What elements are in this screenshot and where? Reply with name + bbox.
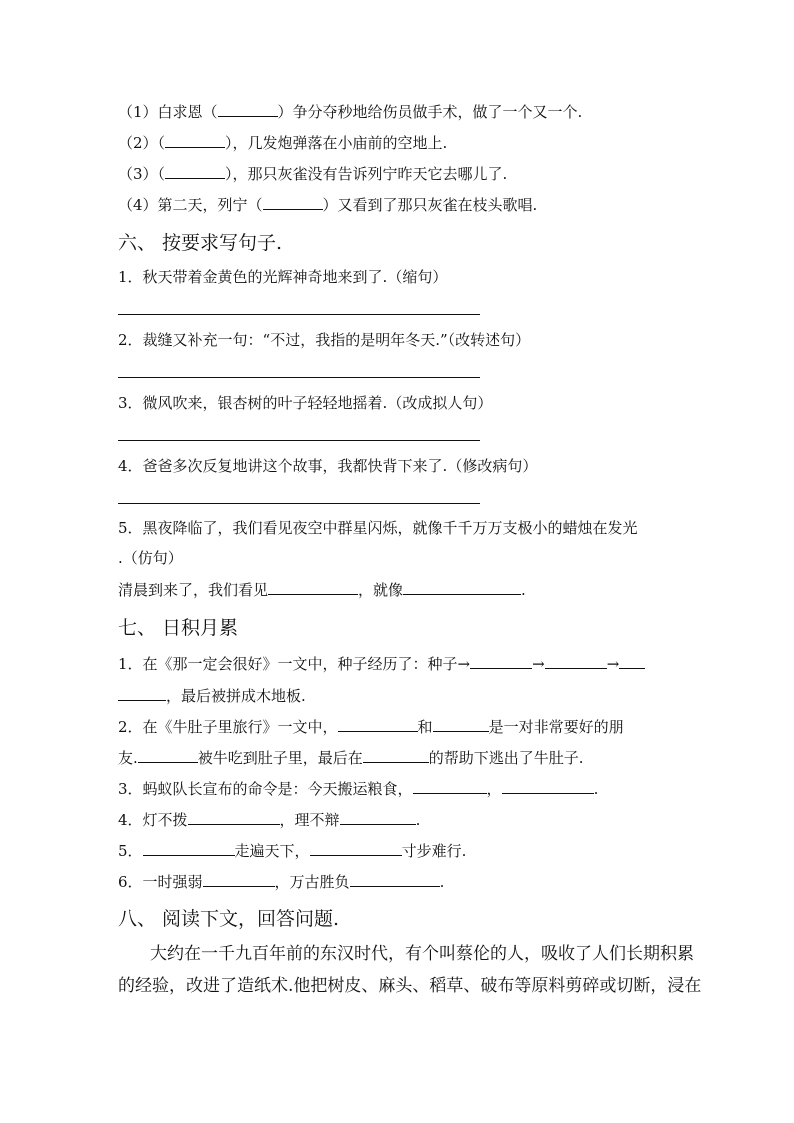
s5-question-4: （4）第二天，列宁（ ）又看到了那只灰雀在枝头歌唱. xyxy=(118,196,538,214)
s7-question-6: 6．一时强弱 ，万古胜负 . xyxy=(118,873,445,891)
answer-blank[interactable] xyxy=(403,579,521,595)
answer-blank[interactable] xyxy=(502,778,594,794)
s6-question-2: 2．裁缝又补充一句：“不过，我指的是明年冬天.”（改转述句） xyxy=(118,331,531,349)
s6-question-1: 1．秋天带着金黄色的光辉神奇地来到了.（缩句） xyxy=(118,268,448,286)
s6-question-3: 3．微风吹来，银杏树的叶子轻轻地摇着.（改成拟人句） xyxy=(118,394,493,412)
answer-blank[interactable] xyxy=(188,809,280,825)
section-8-title: 八、 阅读下文，回答问题. xyxy=(118,908,340,930)
answer-blank[interactable] xyxy=(165,163,225,179)
answer-blank[interactable] xyxy=(118,685,166,701)
answer-blank[interactable] xyxy=(433,716,489,732)
s7-question-2: 2．在《牛肚子里旅行》一文中， 和 是一对非常要好的朋 xyxy=(118,718,624,736)
s5-question-3: （3）（ ），那只灰雀没有告诉列宁昨天它去哪儿了. xyxy=(118,165,508,183)
answer-blank[interactable] xyxy=(263,194,323,210)
answer-line[interactable] xyxy=(118,503,480,504)
s5-question-1: （1）白求恩（ ）争分夺秒地给伤员做手术，做了一个又一个. xyxy=(118,103,583,121)
reading-paragraph-line-2: 的经验，改进了造纸术.他把树皮、麻头、稻草、破布等原料剪碎或切断，浸在 xyxy=(118,976,702,996)
answer-blank[interactable] xyxy=(470,653,532,669)
s7-question-1: 1．在《那一定会很好》一文中，种子经历了：种子→ → → xyxy=(118,653,645,675)
answer-blank[interactable] xyxy=(203,871,275,887)
answer-line[interactable] xyxy=(118,377,480,378)
answer-blank[interactable] xyxy=(413,778,487,794)
s5-question-2: （2）（ ），几发炮弹落在小庙前的空地上. xyxy=(118,134,448,152)
answer-blank[interactable] xyxy=(338,716,418,732)
s7-question-5: 5． 走遍天下， 寸步难行. xyxy=(118,842,467,860)
answer-blank[interactable] xyxy=(619,653,645,669)
answer-blank[interactable] xyxy=(363,747,429,763)
s6-question-5: 5．黑夜降临了，我们看见夜空中群星闪烁，就像千千万万支极小的蜡烛在发光 xyxy=(118,519,638,537)
answer-blank[interactable] xyxy=(350,871,440,887)
answer-blank[interactable] xyxy=(138,747,198,763)
answer-line[interactable] xyxy=(118,314,480,315)
answer-blank[interactable] xyxy=(218,101,278,117)
s6-question-4: 4．爸爸多次反复地讲这个故事，我都快背下来了.（修改病句） xyxy=(118,457,538,475)
s6-question-5-note: .（仿句） xyxy=(118,549,183,567)
answer-blank[interactable] xyxy=(545,653,607,669)
answer-blank[interactable] xyxy=(143,840,235,856)
s7-question-4: 4．灯不拨 ，理不辩 . xyxy=(118,811,421,829)
s7-question-1-cont: ，最后被拼成木地板. xyxy=(118,685,306,707)
reading-paragraph-line-1: 大约在一千九百年前的东汉时代，有个叫蔡伦的人，吸收了人们长期积累 xyxy=(150,944,694,964)
answer-blank[interactable] xyxy=(340,809,416,825)
answer-blank[interactable] xyxy=(310,840,402,856)
section-6-title: 六、 按要求写句子. xyxy=(118,232,283,254)
answer-line[interactable] xyxy=(118,440,480,441)
answer-blank[interactable] xyxy=(165,132,225,148)
section-7-title: 七、 日积月累 xyxy=(118,617,239,639)
s7-question-3: 3．蚂蚁队长宣布的命令是：今天搬运粮食， ， . xyxy=(118,780,599,798)
s7-question-2-cont: 友. 被牛吃到肚子里，最后在 的帮助下逃出了牛肚子. xyxy=(118,749,584,767)
s6-question-5-template: 清晨到来了，我们看见 ，就像 . xyxy=(118,581,526,599)
answer-blank[interactable] xyxy=(268,579,358,595)
